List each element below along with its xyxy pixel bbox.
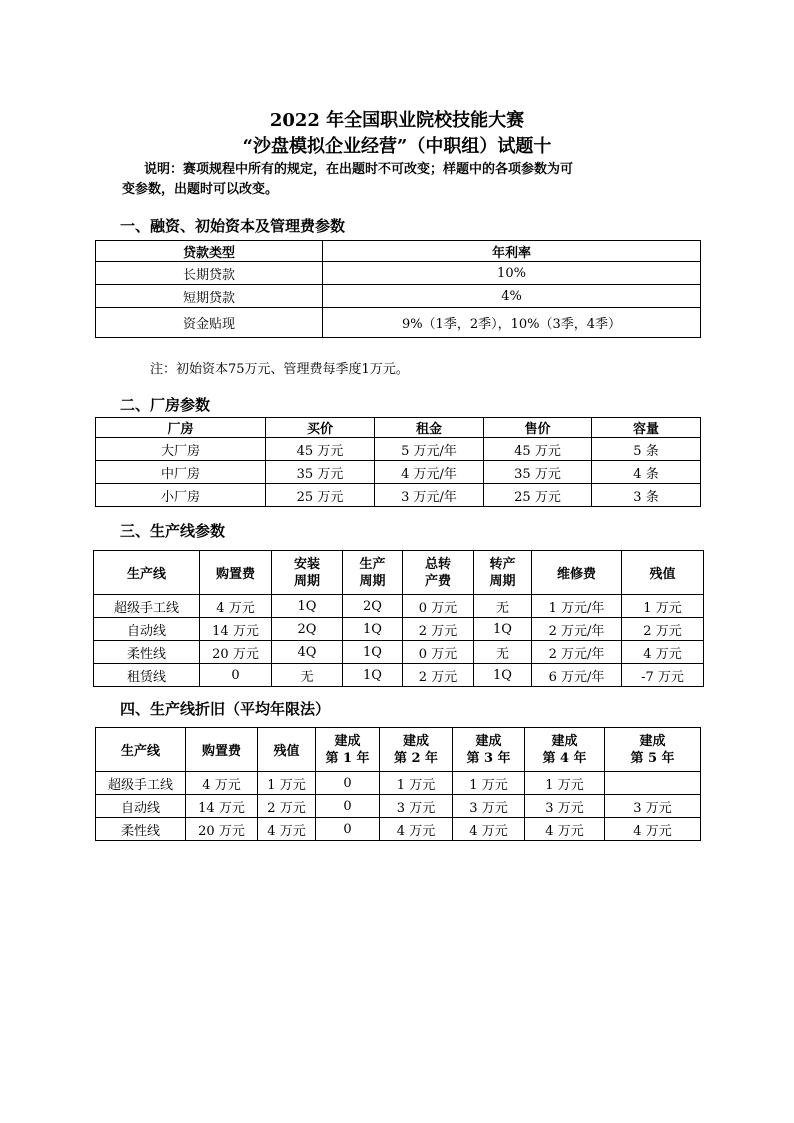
header-cell: 生产线 bbox=[96, 728, 186, 772]
table-cell: 5 条 bbox=[592, 438, 701, 461]
table-cell: 中厂房 bbox=[96, 461, 266, 484]
table-cell: 4 条 bbox=[592, 461, 701, 484]
intro-line-2: 变参数，出题时可以改变。 bbox=[122, 182, 279, 197]
table-cell: 4 万元 bbox=[605, 818, 701, 841]
depreciation-table bbox=[95, 727, 701, 841]
table-cell: 1Q bbox=[343, 664, 403, 687]
table-cell: 4Q bbox=[272, 641, 343, 664]
table-cell: 自动线 bbox=[94, 618, 200, 641]
header-cell: 建成 第 3 年 bbox=[453, 728, 525, 772]
table-cell: 4% bbox=[323, 285, 701, 308]
header-cell: 总转 产费 bbox=[403, 551, 474, 595]
section1-heading: 一、融资、初始资本及管理费参数 bbox=[120, 217, 346, 235]
header-cell: 售价 bbox=[484, 418, 592, 438]
header-cell: 建成 第 4 年 bbox=[525, 728, 605, 772]
table-cell: 超级手工线 bbox=[96, 772, 186, 795]
table-cell: 2 万元 bbox=[622, 618, 704, 641]
header-cell: 残值 bbox=[622, 551, 704, 595]
table-cell: 无 bbox=[272, 664, 343, 687]
production-line-table bbox=[93, 550, 704, 687]
table-cell: 超级手工线 bbox=[94, 595, 200, 618]
table-cell: 4 万元 bbox=[186, 772, 258, 795]
table-cell: 20 万元 bbox=[186, 818, 258, 841]
table-cell: 25 万元 bbox=[484, 484, 592, 507]
table-cell: 1Q bbox=[474, 618, 532, 641]
table-cell: 3 万元 bbox=[605, 795, 701, 818]
table-row bbox=[96, 308, 701, 338]
factory-table-header bbox=[96, 418, 701, 438]
section3-heading: 三、生产线参数 bbox=[120, 522, 226, 540]
table-row bbox=[96, 484, 701, 507]
table-cell: 4 万元 bbox=[622, 641, 704, 664]
table-cell: 2 万元 bbox=[403, 618, 474, 641]
table-cell: 资金贴现 bbox=[96, 308, 323, 338]
table-cell: 4 万元 bbox=[525, 818, 605, 841]
table-cell: 租赁线 bbox=[94, 664, 200, 687]
table-cell: 4 万元 bbox=[453, 818, 525, 841]
title-line-2: “沙盘模拟企业经营”（中职组）试题十 bbox=[242, 136, 552, 157]
table-cell: 6 万元/年 bbox=[532, 664, 622, 687]
section2-heading: 二、厂房参数 bbox=[120, 396, 211, 414]
table-cell: 1 万元 bbox=[525, 772, 605, 795]
table-cell: 4 万元/年 bbox=[375, 461, 484, 484]
depreciation-header bbox=[96, 728, 701, 772]
table-cell: 9%（1季，2季），10%（3季，4季） bbox=[323, 308, 701, 338]
table-row bbox=[96, 461, 701, 484]
table-cell: 35 万元 bbox=[484, 461, 592, 484]
table-cell: 1 万元 bbox=[258, 772, 316, 795]
table-row bbox=[96, 438, 701, 461]
table-cell: 1 万元 bbox=[380, 772, 453, 795]
table-cell: 柔性线 bbox=[94, 641, 200, 664]
table-cell: 1 万元/年 bbox=[532, 595, 622, 618]
production-line-header bbox=[94, 551, 704, 595]
header-cell: 贷款类型 bbox=[96, 241, 323, 262]
table-cell: 1Q bbox=[343, 641, 403, 664]
table-row bbox=[94, 595, 704, 618]
table-cell: 3 万元/年 bbox=[375, 484, 484, 507]
table-cell: 1 万元 bbox=[453, 772, 525, 795]
table-cell: 0 bbox=[200, 664, 272, 687]
header-cell: 年利率 bbox=[323, 241, 701, 262]
table-cell: 10% bbox=[323, 262, 701, 285]
table-cell: 35 万元 bbox=[266, 461, 375, 484]
table-cell: 45 万元 bbox=[266, 438, 375, 461]
table-cell: 自动线 bbox=[96, 795, 186, 818]
table-cell: 3 万元 bbox=[380, 795, 453, 818]
header-cell: 残值 bbox=[258, 728, 316, 772]
table-cell: 4 万元 bbox=[258, 818, 316, 841]
table-cell: 2Q bbox=[343, 595, 403, 618]
header-cell: 买价 bbox=[266, 418, 375, 438]
table-cell: 无 bbox=[474, 595, 532, 618]
table-cell: 1Q bbox=[474, 664, 532, 687]
header-cell: 转产 周期 bbox=[474, 551, 532, 595]
table-cell: 小厂房 bbox=[96, 484, 266, 507]
header-cell: 生产 周期 bbox=[343, 551, 403, 595]
header-cell: 安装 周期 bbox=[272, 551, 343, 595]
table-cell: 3 万元 bbox=[525, 795, 605, 818]
table-cell: 4 万元 bbox=[380, 818, 453, 841]
table-cell: 大厂房 bbox=[96, 438, 266, 461]
table-cell: 5 万元/年 bbox=[375, 438, 484, 461]
intro-line-1: 说明：赛项规程中所有的规定，在出题时不可改变；样题中的各项参数为可 bbox=[144, 162, 574, 177]
table-cell: 3 万元 bbox=[453, 795, 525, 818]
table-cell: 无 bbox=[474, 641, 532, 664]
table-cell: 0 bbox=[316, 772, 380, 795]
table-cell: 2 万元/年 bbox=[532, 618, 622, 641]
table-cell: 长期贷款 bbox=[96, 262, 323, 285]
loan-table-header bbox=[96, 241, 701, 262]
table-cell: 45 万元 bbox=[484, 438, 592, 461]
table-cell: 25 万元 bbox=[266, 484, 375, 507]
header-cell: 租金 bbox=[375, 418, 484, 438]
table-cell: 0 bbox=[316, 818, 380, 841]
table-cell: 0 万元 bbox=[403, 595, 474, 618]
header-cell: 建成 第 5 年 bbox=[605, 728, 701, 772]
table-cell: 柔性线 bbox=[96, 818, 186, 841]
factory-table bbox=[95, 417, 701, 507]
header-cell: 购置费 bbox=[186, 728, 258, 772]
table-cell: 14 万元 bbox=[200, 618, 272, 641]
table-row bbox=[96, 262, 701, 285]
header-cell: 维修费 bbox=[532, 551, 622, 595]
table-cell: 14 万元 bbox=[186, 795, 258, 818]
table-cell: 2 万元 bbox=[258, 795, 316, 818]
table-row bbox=[94, 641, 704, 664]
table-cell: 短期贷款 bbox=[96, 285, 323, 308]
table-cell: -7 万元 bbox=[622, 664, 704, 687]
header-cell: 厂房 bbox=[96, 418, 266, 438]
header-cell: 建成 第 1 年 bbox=[316, 728, 380, 772]
table-cell: 1Q bbox=[272, 595, 343, 618]
table-cell: 2 万元/年 bbox=[532, 641, 622, 664]
table-row bbox=[96, 818, 701, 841]
table-cell bbox=[605, 772, 701, 795]
header-cell: 生产线 bbox=[94, 551, 200, 595]
section4-heading: 四、生产线折旧（平均年限法） bbox=[120, 700, 331, 718]
table-cell: 4 万元 bbox=[200, 595, 272, 618]
table-row bbox=[94, 664, 704, 687]
title-line-1: 2022 年全国职业院校技能大赛 bbox=[269, 110, 525, 131]
loan-table bbox=[95, 240, 701, 338]
table-cell: 20 万元 bbox=[200, 641, 272, 664]
table-cell: 1 万元 bbox=[622, 595, 704, 618]
table-row bbox=[96, 285, 701, 308]
table-cell: 2Q bbox=[272, 618, 343, 641]
intro-note bbox=[122, 160, 682, 200]
capital-note: 注：初始资本75万元、管理费每季度1万元。 bbox=[150, 362, 409, 377]
header-cell: 容量 bbox=[592, 418, 701, 438]
table-row bbox=[96, 772, 701, 795]
table-row bbox=[94, 618, 704, 641]
table-row bbox=[96, 795, 701, 818]
table-cell: 0 万元 bbox=[403, 641, 474, 664]
header-cell: 建成 第 2 年 bbox=[380, 728, 453, 772]
table-cell: 2 万元 bbox=[403, 664, 474, 687]
table-cell: 0 bbox=[316, 795, 380, 818]
header-cell: 购置费 bbox=[200, 551, 272, 595]
table-cell: 1Q bbox=[343, 618, 403, 641]
table-cell: 3 条 bbox=[592, 484, 701, 507]
